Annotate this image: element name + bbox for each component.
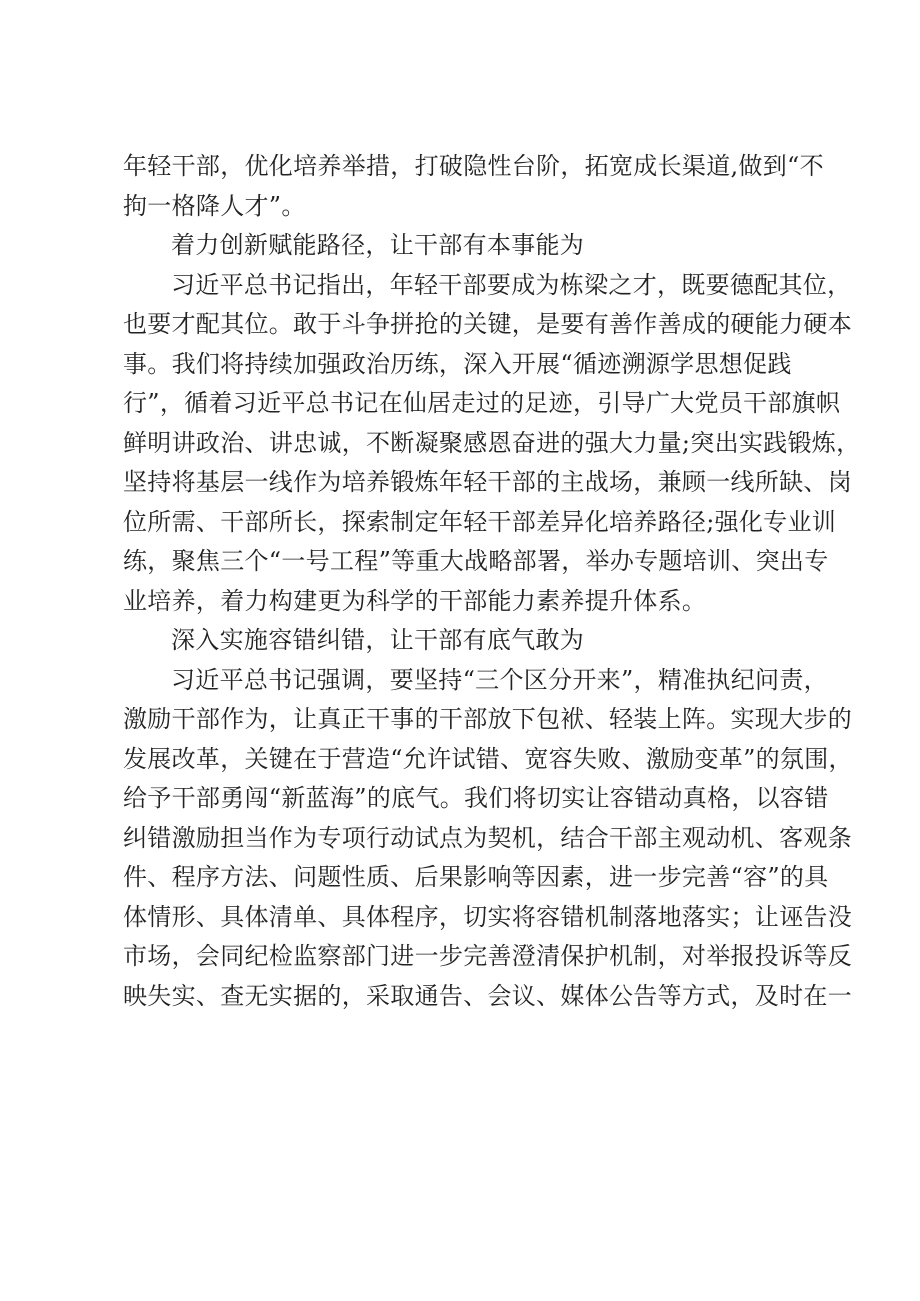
paragraph-line: 给予干部勇闯“新蓝海”的底气。我们将切实让容错动真格，以容错 (123, 784, 829, 812)
paragraph-line: 习近平总书记强调，要坚持“三个区分开来”，精准执纪问责， (171, 665, 828, 694)
paragraph-line: 激励干部作为，让真正干事的干部放下包袱、轻装上阵。实现大步的 (123, 705, 852, 733)
paragraph-line: 市场，会同纪检监察部门进一步完善澄清保护机制，对举报投诉等反 (123, 942, 852, 970)
paragraph-line: 年轻干部，优化培养举措，打破隐性台阶，拓宽成长渠道,做到“不 (123, 152, 824, 180)
paragraph-line: 映失实、查无实据的，采取通告、会议、媒体公告等方式，及时在一 (123, 981, 852, 1010)
paragraph-line: 位所需、干部所长，探索制定年轻干部差异化培养路径;强化专业训 (123, 507, 837, 536)
paragraph-line: 坚持将基层一线作为培养锻炼年轻干部的主战场，兼顾一线所缺、岗 (123, 468, 852, 496)
paragraph-line: 练，聚焦三个“一号工程”等重大战略部署，举办专题培训、突出专 (123, 547, 829, 575)
paragraph-line: 习近平总书记指出，年轻干部要成为栋梁之才，既要德配其位， (171, 270, 852, 299)
paragraph-line: 鲜明讲政治、讲忠诚，不断凝聚感恩奋进的强大力量;突出实践锻炼， (123, 428, 861, 457)
paragraph-line: 也要才配其位。敢于斗争拼抢的关键，是要有善作善成的硬能力硬本 (123, 310, 852, 338)
paragraph-line: 行”，循着习近平总书记在仙居走过的足迹，引导广大党员干部旗帜 (123, 389, 841, 417)
paragraph-line: 拘一格降人才”。 (123, 191, 306, 220)
section-heading: 着力创新赋能路径，让干部有本事能为 (171, 231, 585, 259)
paragraph-line: 体情形、具体清单、具体程序，切实将容错机制落地落实；让诬告没 (123, 902, 852, 931)
document-body (123, 147, 861, 1016)
section-heading: 深入实施容错纠错，让干部有底气敢为 (171, 626, 585, 654)
paragraph-line: 件、程序方法、问题性质、后果影响等因素，进一步完善“容”的具 (123, 863, 829, 891)
paragraph-line: 发展改革，关键在于营造“允许试错、宽容失败、激励变革”的氛围， (123, 744, 853, 773)
paragraph-line: 纠错激励担当作为专项行动试点为契机，结合干部主观动机、客观条 (123, 823, 852, 852)
paragraph-line: 业培养，着力构建更为科学的干部能力素养提升体系。 (123, 586, 707, 615)
paragraph-line: 事。我们将持续加强政治历练，深入开展“循迹溯源学思想促践 (123, 349, 792, 378)
